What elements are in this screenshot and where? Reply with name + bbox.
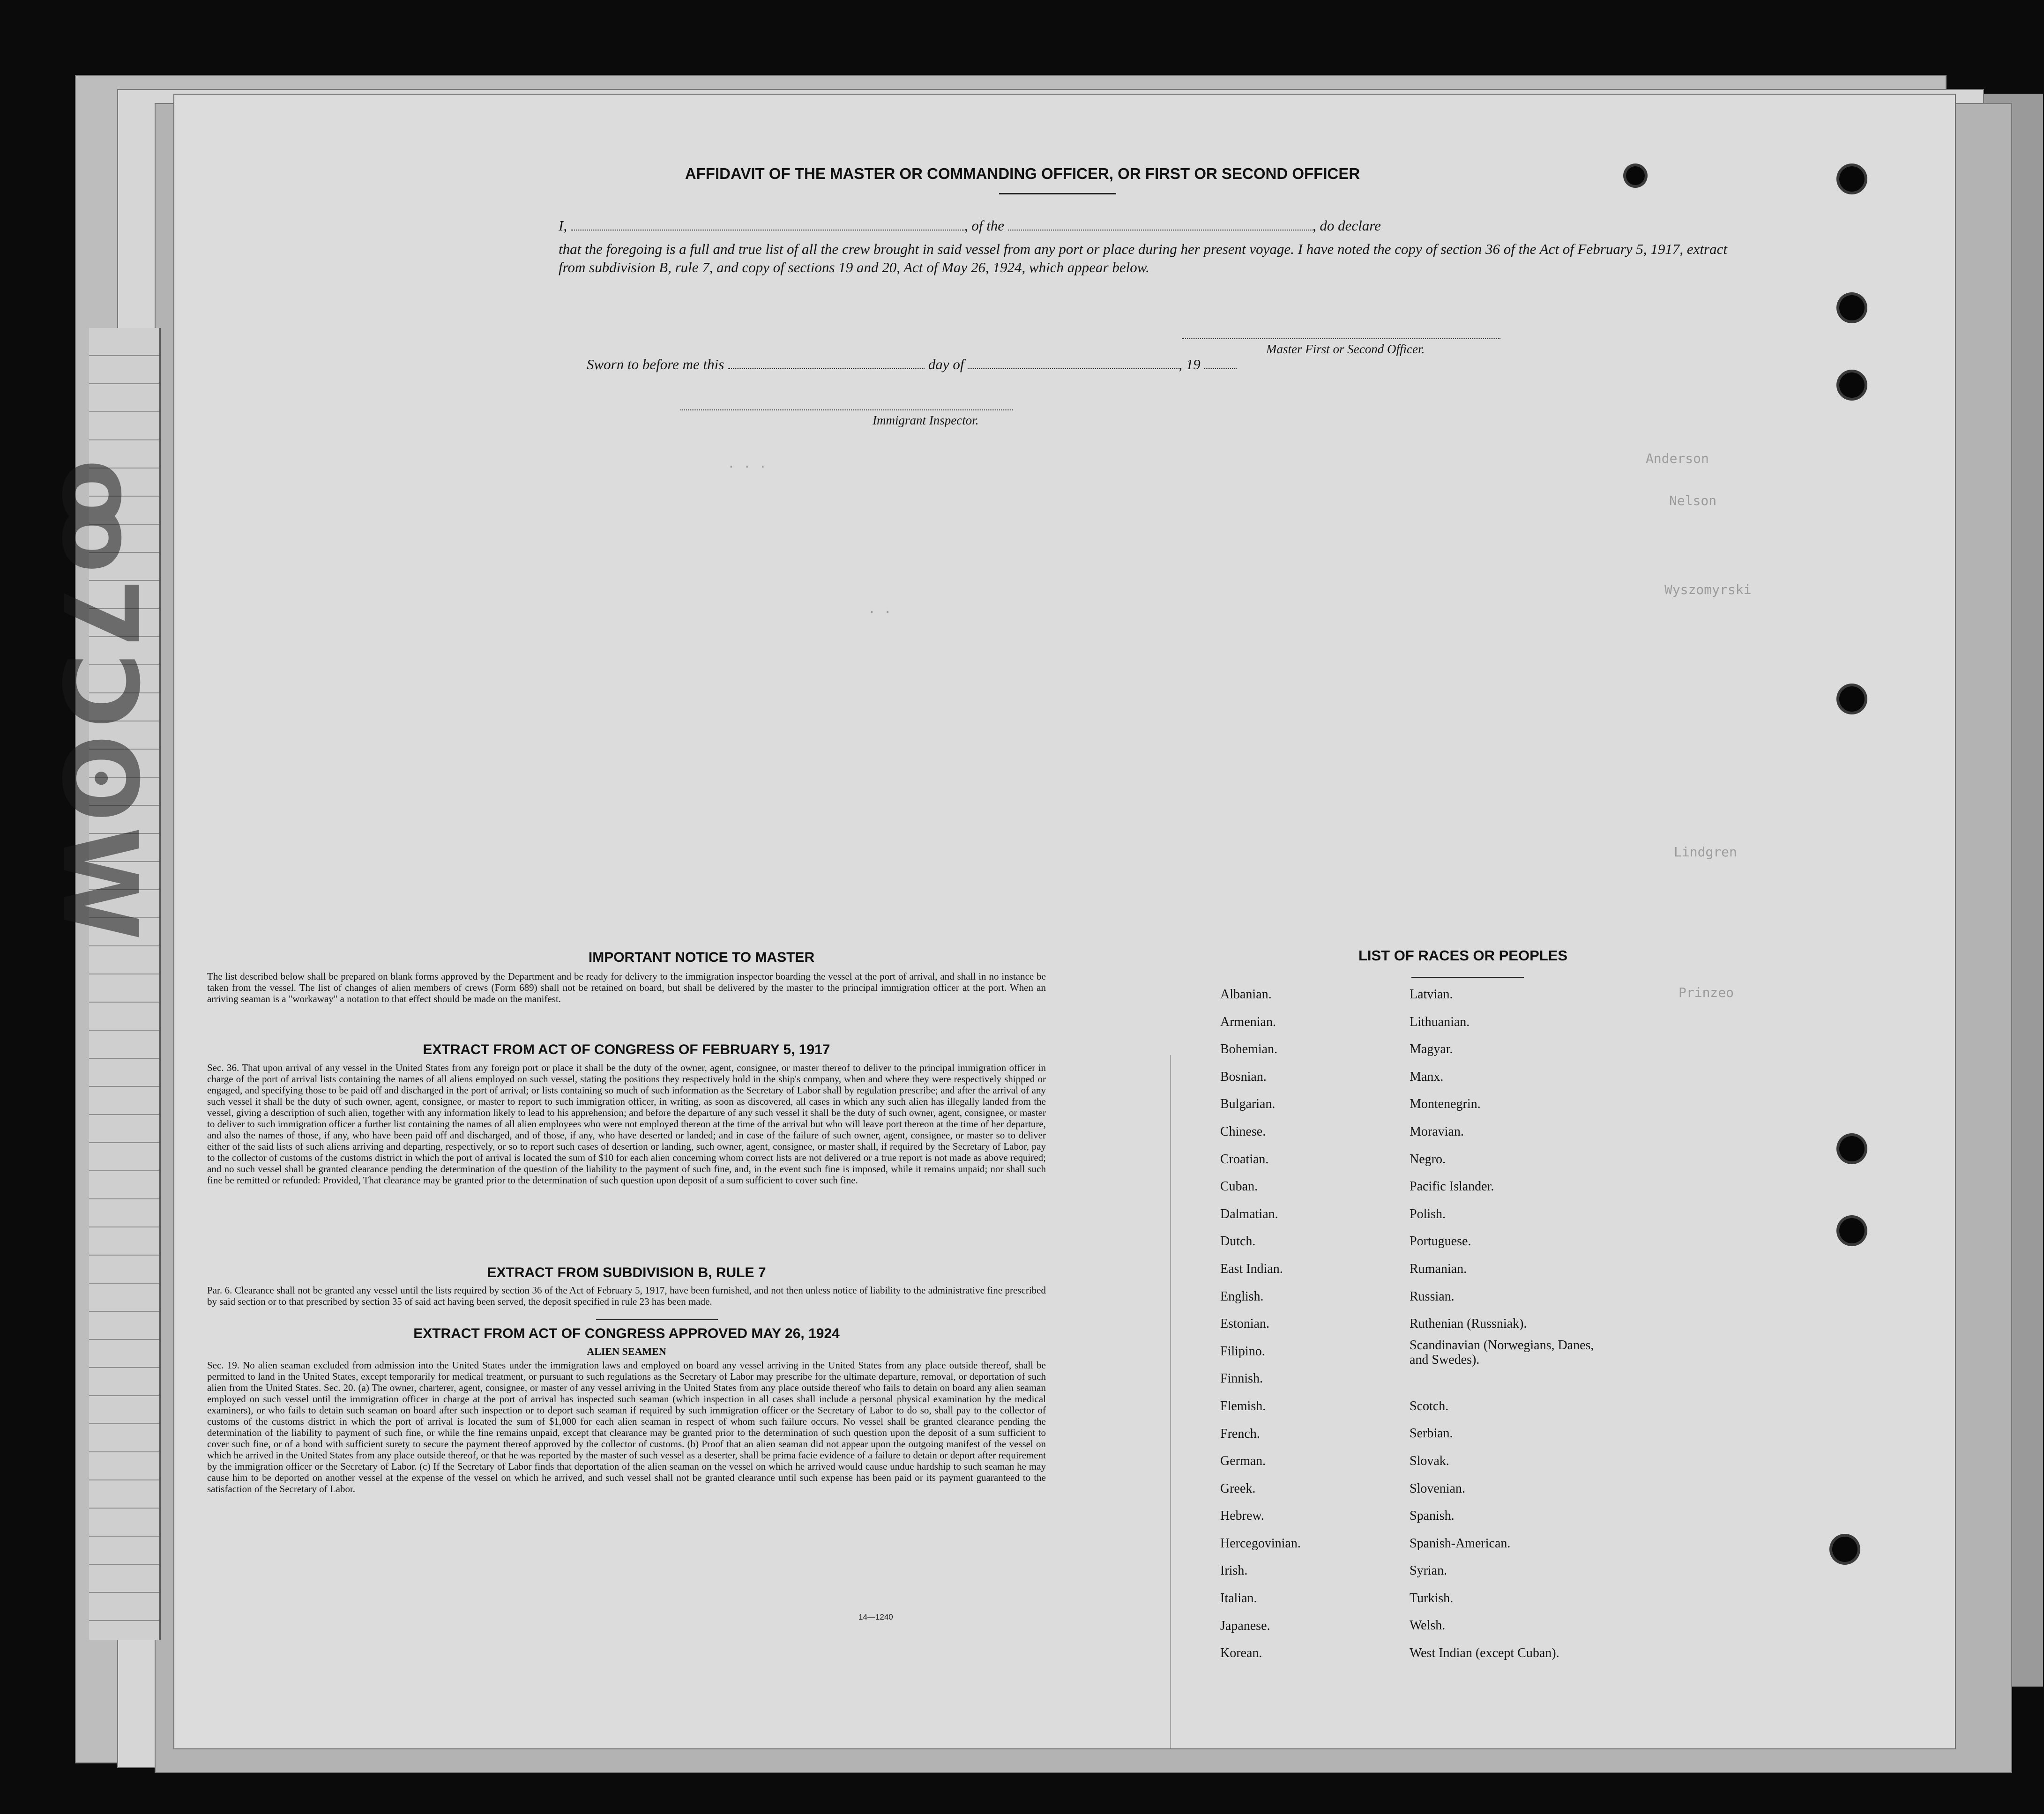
section-rule bbox=[596, 1319, 718, 1320]
race-item: Latvian. bbox=[1410, 987, 1453, 1002]
race-item: Croatian. bbox=[1220, 1152, 1269, 1167]
race-item: Filipino. bbox=[1220, 1344, 1265, 1359]
affidavit-declaration: that the foregoing is a full and true list of all the crew brought in said vessel from any port or place during her present voyage. I have noted the copy of section 36 of the Act of February 5, 1917, extract from subdivision B, rule 7, and copy of sections 19 and 20, Act of May 26, 1924, which appear below. bbox=[559, 241, 1727, 275]
extract-rule7-body: Par. 6. Clearance shall not be granted any vessel until the lists required by section 36 of the Act of February 5, 1917, have been furnished, and not then unless notice of liability to the administrative fine prescribed by said section or to that prescribed by section 35 of said act having been served, the deposit specified in rule 23 has been made. bbox=[207, 1285, 1046, 1307]
race-item: Hebrew. bbox=[1220, 1509, 1264, 1524]
race-item: Korean. bbox=[1220, 1646, 1262, 1661]
race-item: Ruthenian (Russniak). bbox=[1410, 1316, 1527, 1331]
bleed-through-text: Prinzeo bbox=[1678, 985, 1734, 1000]
master-signature-line[interactable] bbox=[1182, 338, 1500, 339]
extract-1924-body: Sec. 19. No alien seaman excluded from admission into the United States under the immigration laws and employed on board any vessel arriving in the United States from any place outside thereof, shall be permitted to land in the United States, except temporarily for medical treatment, or pursuant to such regulations as the Secretary of Labor may prescribe for the ultimate departure, removal, or deportation of such alien from the United States. Sec. 20. (a) The owner, charterer, agent, consignee, or master of any vessel arriving in the United States from any place outside thereof who fails to detain on board any alien seaman employed on such vessel until the immigration officer in charge at the port of arrival has inspected such seaman (which inspection in all cases shall include a personal physical examination by the medical examiners), or who fails to detain such seaman on board after such inspection or to deport such seaman if required by such immigration officer or the Secretary of Labor to do so, shall pay to the collector of customs of the customs district in which the port of arrival is located the sum of $1,000 for each alien seaman in respect of whom such failure occurs. No vessel shall be granted clearance pending the determination of the liability to payment of such fine, or while the fine remains unpaid, except that clearance may be granted prior to the determination of such question upon the deposit of a sum sufficient to cover such fine, or of a bond with sufficient surety to secure the payment thereof approved by the collector of customs. (b) Proof that an alien seaman did not appear upon the outgoing manifest of the vessel on which he arrived in the United States from any place outside thereof, or that he was reported by the master of such vessel as a deserter, shall be prima facie evidence of a failure to detain or deport after requirement by the immigration officer or the Secretary of Labor. (c) If the Secretary of Labor finds that deportation of the alien seaman on the vessel on which he arrived would cause undue hardship to such seaman he may cause him to be deported on another vessel at the expense of the vessel on which he arrived, and such vessel shall not be granted clearance until such expense has been paid or its payment guaranteed to the satisfaction of the Secretary of Labor. bbox=[207, 1360, 1046, 1494]
race-item: Greek. bbox=[1220, 1481, 1256, 1496]
sworn-label: Sworn to before me this bbox=[587, 356, 724, 372]
extract-rule7-title: EXTRACT FROM SUBDIVISION B, RULE 7 bbox=[487, 1265, 766, 1280]
day-of-label: day of bbox=[928, 356, 964, 372]
sworn-month-field[interactable] bbox=[968, 368, 1179, 369]
punch-hole bbox=[1839, 166, 1865, 192]
race-item: German. bbox=[1220, 1454, 1266, 1469]
race-item: Slovenian. bbox=[1410, 1481, 1465, 1496]
race-item: Negro. bbox=[1410, 1152, 1446, 1167]
race-item: Scandinavian (Norwegians, Danes, and Swedes). bbox=[1410, 1338, 1594, 1367]
race-item: Estonian. bbox=[1220, 1316, 1269, 1331]
do-declare-label: , do declare bbox=[1312, 217, 1381, 234]
race-item: Irish. bbox=[1220, 1563, 1248, 1578]
race-item: Spanish-American. bbox=[1410, 1536, 1511, 1551]
race-item: Magyar. bbox=[1410, 1042, 1453, 1057]
column-divider bbox=[1170, 1055, 1171, 1748]
race-item: Bulgarian. bbox=[1220, 1097, 1276, 1112]
sworn-day-field[interactable] bbox=[728, 368, 925, 369]
races-right-column bbox=[1410, 981, 1611, 1667]
race-item: Scotch. bbox=[1410, 1398, 1449, 1413]
race-item: West Indian (except Cuban). bbox=[1410, 1646, 1559, 1661]
race-item: Montenegrin. bbox=[1410, 1097, 1481, 1112]
race-item: English. bbox=[1220, 1289, 1264, 1304]
races-left-column bbox=[1220, 981, 1301, 1667]
race-item: Serbian. bbox=[1410, 1426, 1453, 1441]
bleed-through-text: Anderson bbox=[1646, 451, 1709, 466]
race-item: Japanese. bbox=[1220, 1618, 1270, 1633]
notice-body: The list described below shall be prepared on blank forms approved by the Department and be ready for delivery to the immigration inspector boarding the vessel at the port of arrival, and shall in no instance be taken from the vessel. The list of changes of alien members of crews (Form 689) shall not be retained on board, but shall be delivered by the master to the principal immigration officer at the port. When an arriving seaman is a "workaway" a notation to that effect should be made on the manifest. bbox=[207, 971, 1046, 1004]
bleed-through-text: Nelson bbox=[1669, 493, 1717, 508]
race-item: Cuban. bbox=[1220, 1179, 1258, 1194]
extract-1924-title: EXTRACT FROM ACT OF CONGRESS APPROVED MAY 26, 1924 bbox=[413, 1326, 840, 1341]
race-item: Flemish. bbox=[1220, 1398, 1266, 1413]
manifest-page bbox=[173, 94, 1956, 1749]
race-item: Welsh. bbox=[1410, 1618, 1446, 1633]
race-item: Dutch. bbox=[1220, 1234, 1256, 1249]
race-item: Syrian. bbox=[1410, 1563, 1447, 1578]
race-item: Armenian. bbox=[1220, 1014, 1276, 1029]
affidavit-line-1 bbox=[559, 217, 1381, 234]
race-item: Chinese. bbox=[1220, 1124, 1266, 1139]
bleed-through-text: . . . bbox=[727, 455, 767, 471]
race-item: French. bbox=[1220, 1426, 1260, 1441]
race-item: Dalmatian. bbox=[1220, 1206, 1278, 1221]
race-item: Russian. bbox=[1410, 1289, 1455, 1304]
race-item: Turkish. bbox=[1410, 1591, 1454, 1606]
punch-hole bbox=[1839, 372, 1865, 398]
bleed-through-text: . . bbox=[868, 601, 892, 616]
margin-handwriting-image: ꝏ7ƆʘW bbox=[39, 459, 159, 945]
race-item: Spanish. bbox=[1410, 1509, 1455, 1524]
races-title: LIST OF RACES OR PEOPLES bbox=[1358, 947, 1568, 964]
sworn-year-field[interactable] bbox=[1204, 368, 1237, 369]
race-item: Lithuanian. bbox=[1410, 1014, 1470, 1029]
race-item: Hercegovinian. bbox=[1220, 1536, 1301, 1551]
punch-hole bbox=[1832, 1537, 1858, 1562]
race-item: Polish. bbox=[1410, 1206, 1446, 1221]
punch-hole bbox=[1839, 1218, 1865, 1243]
title-rule bbox=[999, 193, 1116, 194]
race-item: Italian. bbox=[1220, 1591, 1257, 1606]
punch-hole bbox=[1839, 295, 1865, 320]
inspector-label: Immigrant Inspector. bbox=[873, 413, 979, 427]
extract-1917-body: Sec. 36. That upon arrival of any vessel in the United States from any foreign port or place it shall be the duty of the owner, agent, consignee, or master thereof to deliver to the principal immigration officer in charge of the port of arrival lists containing the names of all aliens employed on such vessel, stating the positions they respectively hold in the ship's company, when and where they were respectively shipped or engaged, and specifying those to be paid off and discharged in the port of arrival; or lists containing so much of such information as the Secretary of Labor shall by regulation prescribe; and after the arrival of any such vessel it shall be the duty of such owner, agent, consignee, or master to report to such immigration officer, in writing, as soon as discovered, all cases in which any such alien has illegally landed from the vessel, giving a description of such alien, together with any information likely to lead to his apprehension; and before the departure of any such vessel it shall be the duty of such owner, agent, consignee, or master to deliver to such immigration officer a further list containing the names of all alien employees who were not employed thereon at the time of the arrival but who will leave port thereon at the time of her departure, and also the names of those, if any, who have been paid off and discharged, and of those, if any, who have deserted or landed; and in case of the failure of such owner, agent, consignee, or master so to deliver either of the said lists of such aliens arriving and departing, respectively, or so to report such cases of desertion or landing, such owner, agent, consignee, or master shall, if required by the Secretary of Labor, pay to the collector of customs of the customs district in which the port of arrival is located the sum of $10 for each alien concerning whom correct lists are not delivered or a true report is not made as above required; and no such vessel shall be granted clearance pending the determination of the question of the liability to the payment of such fine, and, in the event such fine is imposed, while it remains unpaid; nor shall such fine be remitted or refunded: Provided, That clearance may be granted prior to the determination of such question upon deposit of a sum sufficient to cover such fine. bbox=[207, 1062, 1046, 1186]
alien-seamen-subtitle: ALIEN SEAMEN bbox=[587, 1346, 666, 1357]
punch-hole bbox=[1839, 686, 1865, 712]
master-signature-label: Master First or Second Officer. bbox=[1266, 342, 1425, 356]
race-item: Pacific Islander. bbox=[1410, 1179, 1494, 1194]
bleed-through-text: Wyszomyrski bbox=[1664, 582, 1752, 597]
races-rule bbox=[1411, 977, 1524, 978]
race-item: Rumanian. bbox=[1410, 1261, 1467, 1276]
year-label: , 19 bbox=[1179, 356, 1201, 372]
race-item: Bosnian. bbox=[1220, 1069, 1267, 1084]
punch-hole bbox=[1626, 166, 1645, 185]
i-label: I, bbox=[559, 217, 567, 234]
of-the-label: , of the bbox=[964, 217, 1005, 234]
race-item: Finnish. bbox=[1220, 1371, 1263, 1386]
sworn-line bbox=[587, 356, 1237, 373]
race-item: Slovak. bbox=[1410, 1453, 1449, 1468]
race-item: Moravian. bbox=[1410, 1124, 1464, 1139]
bleed-through-text: Lindgren bbox=[1674, 844, 1737, 860]
punch-hole bbox=[1839, 1136, 1865, 1161]
race-item: Albanian. bbox=[1220, 987, 1272, 1002]
inspector-signature-line[interactable] bbox=[680, 409, 1013, 410]
extract-1917-title: EXTRACT FROM ACT OF CONGRESS OF FEBRUARY 5, 1917 bbox=[423, 1042, 830, 1057]
race-item: East Indian. bbox=[1220, 1261, 1283, 1276]
form-number: 14—1240 bbox=[858, 1613, 893, 1621]
notice-title: IMPORTANT NOTICE TO MASTER bbox=[588, 950, 815, 965]
race-item: Manx. bbox=[1410, 1069, 1444, 1084]
race-item: Portuguese. bbox=[1410, 1234, 1471, 1249]
affidavit-title: AFFIDAVIT OF THE MASTER OR COMMANDING OFFICER, OR FIRST OR SECOND OFFICER bbox=[685, 165, 1360, 182]
race-item: Bohemian. bbox=[1220, 1042, 1278, 1057]
